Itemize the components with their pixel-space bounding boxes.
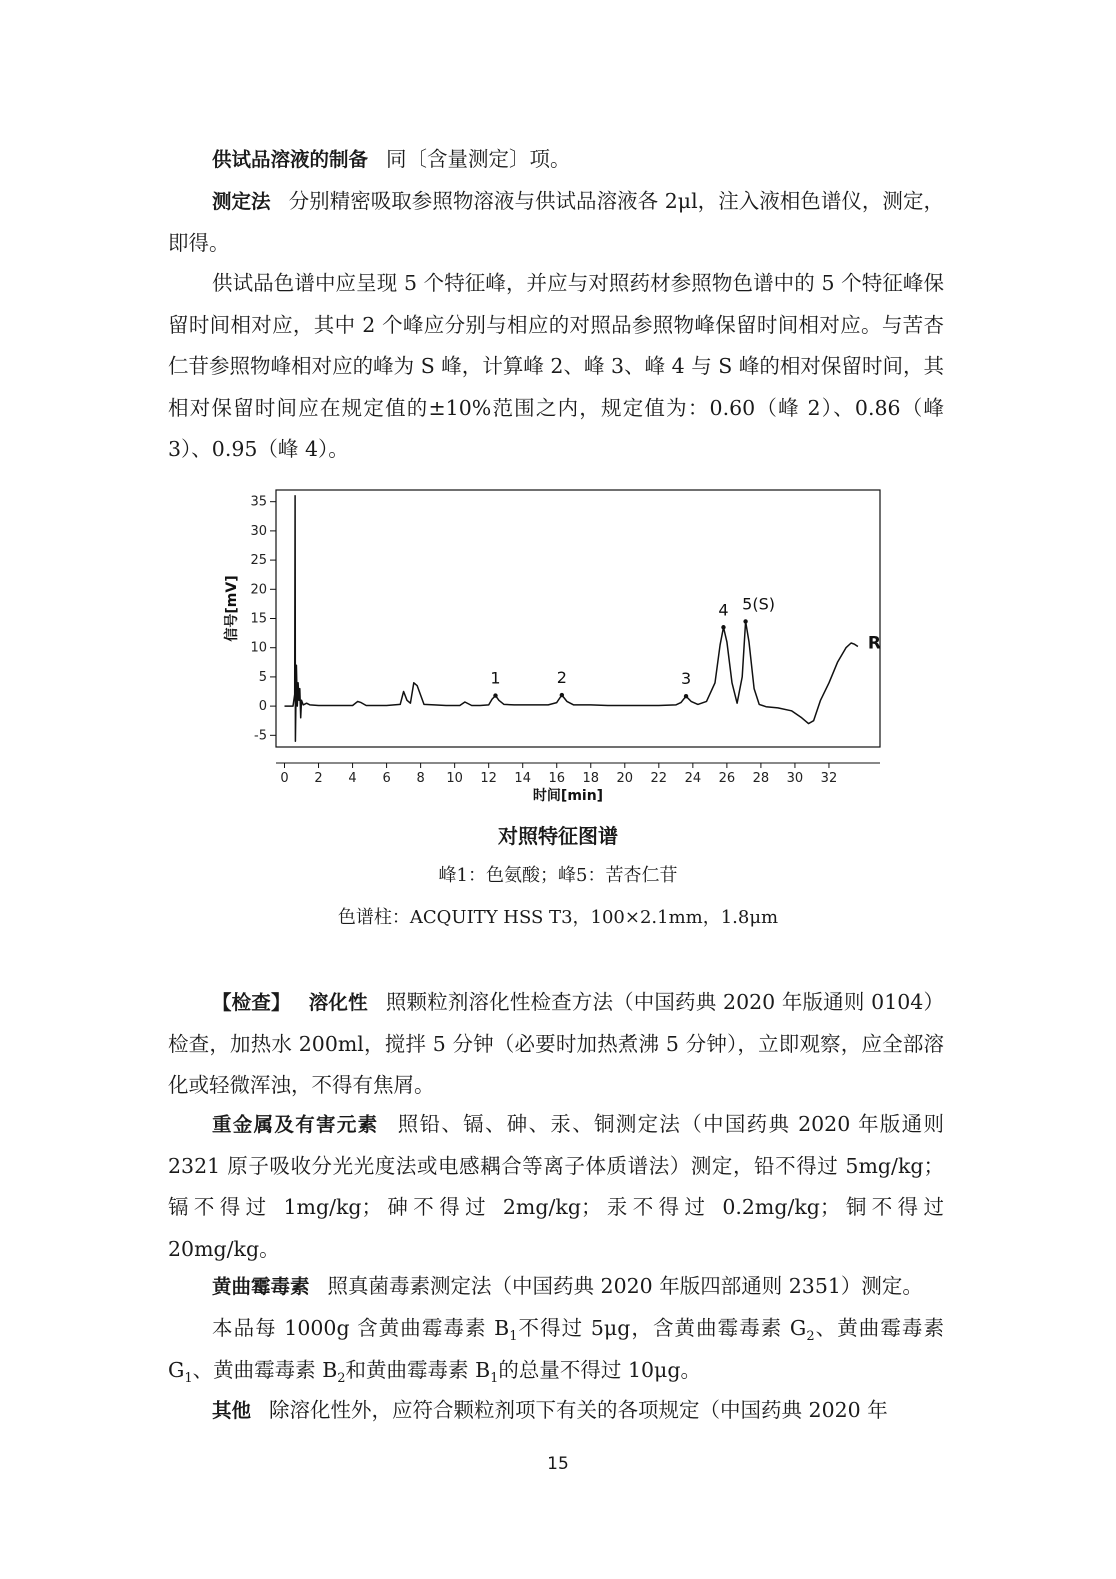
y-tick-label: 10 — [250, 640, 267, 656]
text-other: 除溶化性外，应符合颗粒剂项下有关的各项规定（中国药典 2020 年 — [269, 1398, 888, 1422]
text-criteria: 供试品色谱中应呈现 5 个特征峰，并应与对照药材参照物色谱中的 5 个特征峰保留时间相对应，其中 2 个峰应分别与相应的对照品参照物峰保留时间相对应。与苦杏仁苷参照物峰相对应的峰为 S 峰，计算峰 2、峰 3、峰 4 与 S 峰的相对保留时间，其相对保留时间应在规定值的±10%范围之内，规定值为：0.60（峰 2）、0.86（峰 3）、0.95（峰 4）。 — [168, 271, 944, 461]
heading-other: 其他 — [212, 1399, 252, 1422]
y-tick-label: 25 — [250, 553, 267, 569]
plot-frame — [276, 490, 880, 747]
subscript-b1: 1 — [509, 1329, 518, 1345]
heading-check-bracket: 【检查】 — [212, 991, 291, 1014]
text-heavy-metals: 照铅、镉、砷、汞、铜测定法（中国药典 2020 年版通则 2321 原子吸收分光光度法或电感耦合等离子体质谱法）测定，铅不得过 5mg/kg；镉不得过 1mg/kg；砷不得过 2mg/kg；汞不得过 0.2mg/kg；铜不得过 20mg/kg。 — [168, 1112, 944, 1261]
chromatogram-svg — [220, 482, 900, 812]
text-solution-prep: 同〔含量测定〕项。 — [386, 147, 571, 171]
peak-marker — [493, 693, 497, 697]
x-tick-label: 18 — [582, 771, 600, 786]
paragraph-criteria — [168, 263, 944, 471]
paragraph-method — [168, 181, 944, 264]
peak-label: 3 — [680, 669, 692, 689]
figure-title: 对照特征图谱 — [498, 824, 618, 848]
x-tick-label: 16 — [548, 771, 566, 786]
x-axis-label: 时间[min] — [532, 788, 604, 804]
x-tick-label: 0 — [280, 771, 289, 786]
text-limit-d: 、黄曲霉毒素 B — [192, 1357, 338, 1382]
y-tick-label: -5 — [254, 728, 267, 744]
chromatogram-trace — [285, 496, 858, 741]
peak-label: 1 — [490, 668, 501, 688]
series-label: R — [867, 633, 881, 654]
x-tick-label: 12 — [480, 771, 497, 786]
heading-method: 测定法 — [212, 190, 271, 213]
x-tick-label: 24 — [684, 771, 702, 786]
heading-solution-prep: 供试品溶液的制备 — [212, 148, 369, 171]
x-tick-label: 32 — [820, 771, 838, 786]
peak-marker — [721, 625, 725, 629]
heading-heavy-metals: 重金属及有害元素 — [212, 1113, 379, 1136]
paragraph-heavy-metals — [168, 1104, 944, 1270]
peak-label: 2 — [556, 668, 567, 688]
figure-note-column: 色谱柱：ACQUITY HSS T3，100×2.1mm，1.8μm — [337, 907, 779, 928]
x-tick-label: 28 — [752, 771, 770, 786]
text-limit-e: 和黄曲霉毒素 B — [345, 1357, 491, 1382]
x-tick-label: 22 — [650, 771, 668, 786]
subscript-g2: 2 — [806, 1329, 815, 1345]
x-tick-label: 30 — [786, 771, 804, 786]
y-tick-label: 5 — [258, 669, 267, 685]
y-tick-label: 0 — [258, 699, 267, 715]
text-dissolution: 照颗粒剂溶化性检查方法（中国药典 2020 年版通则 0104）检查，加热水 200ml，搅拌 5 分钟（必要时加热煮沸 5 分钟），立即观察，应全部溶化或轻微浑浊，不得有焦屑。 — [168, 990, 944, 1097]
text-method: 分别精密吸取参照物溶液与供试品溶液各 2μl，注入液相色谱仪，测定，即得。 — [168, 189, 944, 255]
y-axis-label: 信号[mV] — [224, 575, 240, 642]
peak-marker — [560, 693, 564, 697]
figure-note-peaks: 峰1：色氨酸；峰5：苦杏仁苷 — [438, 865, 678, 886]
text-limit-b: 不得过 5μg，含黄曲霉毒素 G — [517, 1316, 807, 1340]
subscript-b2: 2 — [337, 1370, 346, 1386]
x-tick-label: 4 — [348, 771, 357, 786]
x-tick-label: 14 — [514, 771, 531, 786]
x-tick-label: 6 — [382, 771, 391, 786]
heading-aflatoxin: 黄曲霉毒素 — [212, 1275, 310, 1298]
y-tick-label: 30 — [250, 523, 267, 539]
chromatogram-chart — [220, 482, 900, 812]
peak-label: 4 — [718, 600, 729, 620]
x-tick-label: 20 — [616, 771, 634, 786]
y-tick-label: 15 — [250, 611, 267, 627]
paragraph-aflatoxin — [168, 1266, 944, 1308]
x-tick-label: 10 — [446, 771, 463, 786]
paragraph-check — [168, 982, 944, 1107]
peak-label: 5(S) — [742, 594, 776, 614]
text-limit-c: 、黄曲霉毒素 G — [168, 1316, 944, 1382]
x-tick-label: 8 — [416, 771, 425, 786]
text-limit-f: 的总量不得过 10μg。 — [498, 1357, 701, 1382]
heading-dissolution: 溶化性 — [308, 991, 368, 1014]
paragraph-solution-prep — [168, 139, 944, 181]
text-aflatoxin: 照真菌毒素测定法（中国药典 2020 年版四部通则 2351）测定。 — [327, 1274, 923, 1298]
peak-marker — [743, 619, 747, 623]
paragraph-other — [168, 1390, 944, 1432]
paragraph-aflatoxin-limit — [168, 1308, 944, 1391]
page-number: 15 — [547, 1454, 569, 1474]
subscript-b1-total: 1 — [490, 1370, 499, 1386]
peak-marker — [684, 694, 688, 698]
x-tick-label: 26 — [718, 771, 736, 786]
subscript-g1: 1 — [184, 1370, 193, 1386]
x-tick-label: 2 — [314, 771, 323, 786]
y-tick-label: 35 — [250, 494, 267, 510]
y-tick-label: 20 — [250, 582, 267, 598]
text-limit-a: 本品每 1000g 含黄曲霉毒素 B — [212, 1316, 510, 1340]
